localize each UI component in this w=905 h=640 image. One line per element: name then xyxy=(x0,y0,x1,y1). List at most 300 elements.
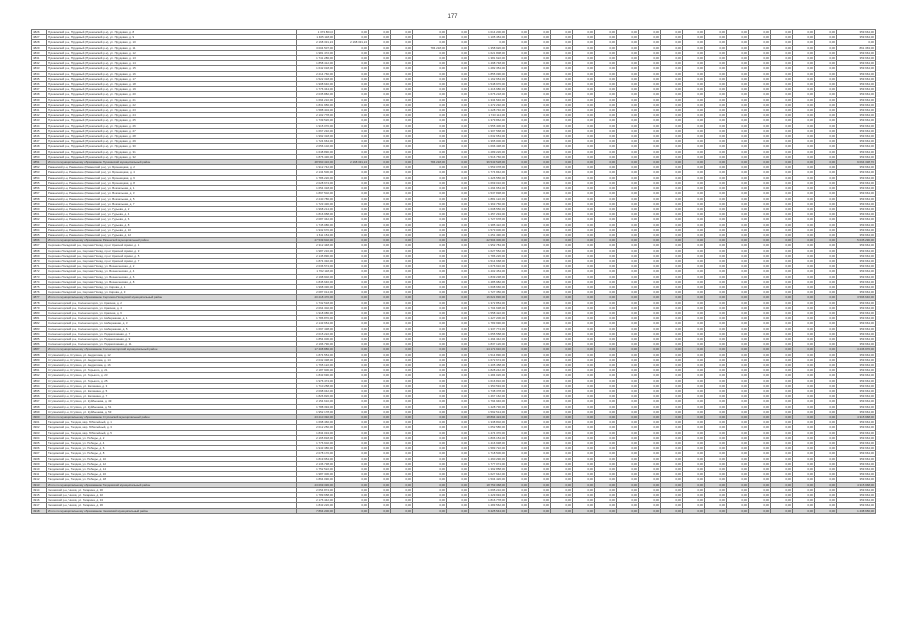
table-cell: 0,00 xyxy=(749,108,771,113)
table-cell: 0,00 xyxy=(507,71,529,76)
table-cell: 0,00 xyxy=(529,102,551,107)
table-cell: 0,00 xyxy=(595,35,617,40)
table-cell: 0,00 xyxy=(661,274,683,279)
table-cell: 0,00 xyxy=(705,378,727,383)
table-cell: 0,00 xyxy=(683,232,705,237)
table-cell: 0,00 xyxy=(335,66,369,71)
table-cell: 0,00 xyxy=(749,404,771,409)
table-cell: 0,00 xyxy=(573,487,595,492)
table-cell: 0,00 xyxy=(507,191,529,196)
table-cell: 0,00 xyxy=(413,477,447,482)
table-cell: 0,00 xyxy=(727,45,749,50)
table-cell: 0,00 xyxy=(683,336,705,341)
table-cell: 0,00 xyxy=(639,212,661,217)
table-cell: 0,00 xyxy=(551,446,573,451)
table-cell: 0,00 xyxy=(413,326,447,331)
table-cell: 0,00 xyxy=(595,300,617,305)
table-cell: 0,00 xyxy=(683,71,705,76)
table-cell: 0,00 xyxy=(793,201,815,206)
table-cell: 0,00 xyxy=(573,409,595,414)
table-cell: 0,00 xyxy=(793,186,815,191)
table-cell: 0,00 xyxy=(573,451,595,456)
table-cell: 0,00 xyxy=(727,399,749,404)
table-cell: 0,00 xyxy=(771,331,793,336)
table-cell: 0,00 xyxy=(661,264,683,269)
table-cell: 0,00 xyxy=(727,170,749,175)
table-cell: 0,00 xyxy=(749,212,771,217)
table-cell: 0,00 xyxy=(749,508,771,513)
table-cell: 0,00 xyxy=(529,274,551,279)
table-cell: 0,00 xyxy=(727,139,749,144)
table-cell: 0,00 xyxy=(661,123,683,128)
table-cell: 0,00 xyxy=(507,30,529,35)
table-cell: 0,00 xyxy=(749,420,771,425)
table-cell: 0,00 xyxy=(595,243,617,248)
table-cell: 0,00 xyxy=(413,472,447,477)
table-cell: 0,00 xyxy=(661,196,683,201)
table-cell: 0,00 xyxy=(661,415,683,420)
table-cell: 0,00 xyxy=(815,253,837,258)
table-cell: 0,00 xyxy=(793,160,815,165)
table-cell: 0,00 xyxy=(447,248,469,253)
table-cell: 0,00 xyxy=(595,186,617,191)
table-cell: 0,00 xyxy=(617,310,639,315)
table-cell: 0,00 xyxy=(771,290,793,295)
table-cell: 0,00 xyxy=(639,50,661,55)
table-cell: 1 358 926,00 xyxy=(469,45,507,50)
table-cell: 2 187 906,00 xyxy=(297,368,335,373)
table-cell: 0,00 xyxy=(639,342,661,347)
table-cell: 0,00 xyxy=(413,420,447,425)
table-cell: 0,00 xyxy=(771,498,793,503)
table-cell: Ступинский р-н, Ступино, ул. Андропова, д. 14 xyxy=(47,357,297,362)
table-cell: 0,00 xyxy=(815,258,837,263)
table-cell: 0,00 xyxy=(705,108,727,113)
table-cell: 0,00 xyxy=(639,336,661,341)
table-cell: 0,00 xyxy=(617,35,639,40)
table-cell: 0,00 xyxy=(705,425,727,430)
table-cell: 0,00 xyxy=(749,97,771,102)
table-cell: 0,00 xyxy=(335,472,369,477)
table-cell: 4845 xyxy=(32,128,47,133)
table-cell: 0,00 xyxy=(683,40,705,45)
table-cell: 0,00 xyxy=(661,456,683,461)
table-cell: 0,00 xyxy=(661,430,683,435)
table-cell: 0,00 xyxy=(793,420,815,425)
table-cell: 0,00 xyxy=(369,92,391,97)
table-cell: 4853 xyxy=(32,170,47,175)
table-cell: 0,00 xyxy=(705,97,727,102)
table-cell: 0,00 xyxy=(617,482,639,487)
table-cell: 0,00 xyxy=(529,134,551,139)
table-cell: 0,00 xyxy=(617,305,639,310)
table-cell: 0,00 xyxy=(529,482,551,487)
table-cell: 2 168 331,24 xyxy=(297,40,335,45)
table-cell: 0,00 xyxy=(507,102,529,107)
table-cell: 0,00 xyxy=(793,430,815,435)
table-cell: 0,00 xyxy=(749,118,771,123)
table-cell: 0,00 xyxy=(551,461,573,466)
table-cell: 1 881 122,00 xyxy=(469,196,507,201)
table-cell: 0,00 xyxy=(369,40,391,45)
table-cell: 1 694 210,00 xyxy=(297,97,335,102)
table-cell: 0,00 xyxy=(793,394,815,399)
table-cell: 0,00 xyxy=(391,269,413,274)
table-cell: 0,00 xyxy=(617,378,639,383)
table-cell: 0,00 xyxy=(391,368,413,373)
table-cell: 0,00 xyxy=(595,175,617,180)
table-cell: 0,00 xyxy=(815,415,837,420)
table-cell: 0,00 xyxy=(551,347,573,352)
table-cell: 0,00 xyxy=(771,212,793,217)
table-cell: 0,00 xyxy=(639,310,661,315)
table-cell: 0,00 xyxy=(335,45,369,50)
table-cell: 0,00 xyxy=(683,389,705,394)
table-cell: 0,00 xyxy=(573,238,595,243)
table-cell: 0,00 xyxy=(815,378,837,383)
table-cell: 1 555 406,00 xyxy=(469,123,507,128)
table-cell: 0,00 xyxy=(617,503,639,508)
table-cell: 0,00 xyxy=(413,206,447,211)
table-cell: 0,00 xyxy=(727,175,749,180)
table-cell: 359 664,00 xyxy=(837,217,876,222)
table-cell: 359 664,00 xyxy=(837,258,876,263)
table-cell: 0,00 xyxy=(815,487,837,492)
table-cell: 0,00 xyxy=(595,430,617,435)
table-cell: 0,00 xyxy=(507,232,529,237)
table-cell: 0,00 xyxy=(639,467,661,472)
table-cell: 1 855 096,00 xyxy=(469,71,507,76)
table-cell: 1 392 858,00 xyxy=(469,467,507,472)
table-cell: 0,00 xyxy=(447,186,469,191)
table-cell: 0,00 xyxy=(705,35,727,40)
table-cell: 0,00 xyxy=(727,35,749,40)
table-cell: Чеховский р-н, Чехов, ул. Гагарина, д. 32 xyxy=(47,493,297,498)
table-cell: 0,00 xyxy=(369,118,391,123)
table-cell: 14 171 910,00 xyxy=(469,347,507,352)
table-cell: 0,00 xyxy=(793,357,815,362)
table-cell: 1 627 552,00 xyxy=(469,248,507,253)
table-cell: 0,00 xyxy=(573,310,595,315)
table-cell: 0,00 xyxy=(413,227,447,232)
table-cell: 0,00 xyxy=(815,352,837,357)
table-cell: Пушкинский р-н, Прудовый (Пушкинский р-н), ул. Прудовая, д. 12 xyxy=(47,50,297,55)
table-cell: 0,00 xyxy=(661,284,683,289)
table-cell: 0,00 xyxy=(447,399,469,404)
table-cell: 0,00 xyxy=(793,347,815,352)
table-cell: 0,00 xyxy=(771,508,793,513)
table-cell: 359 664,00 xyxy=(837,175,876,180)
table-cell: 0,00 xyxy=(771,248,793,253)
table-cell: 0,00 xyxy=(771,363,793,368)
table-cell: 0,00 xyxy=(573,363,595,368)
table-cell: 0,00 xyxy=(683,108,705,113)
table-cell: 0,00 xyxy=(683,373,705,378)
table-cell: 0,00 xyxy=(551,425,573,430)
table-cell: 0,00 xyxy=(727,331,749,336)
table-cell: 0,00 xyxy=(595,347,617,352)
table-cell: 359 664,00 xyxy=(837,128,876,133)
table-cell: 0,00 xyxy=(793,435,815,440)
table-cell: 2 240 786,00 xyxy=(297,196,335,201)
table-cell: 0,00 xyxy=(617,487,639,492)
table-cell: 0,00 xyxy=(683,56,705,61)
table-cell: 0,00 xyxy=(705,113,727,118)
table-cell: 0,00 xyxy=(507,217,529,222)
table-cell: 0,00 xyxy=(749,128,771,133)
table-cell: 0,00 xyxy=(793,378,815,383)
table-cell: 0,00 xyxy=(573,508,595,513)
table-cell: 0,00 xyxy=(793,305,815,310)
table-cell: 0,00 xyxy=(413,232,447,237)
table-cell: 0,00 xyxy=(369,45,391,50)
table-cell: 1 608 666,00 xyxy=(469,284,507,289)
table-cell: 0,00 xyxy=(661,435,683,440)
table-cell: 0,00 xyxy=(551,45,573,50)
table-cell: Сергиево-Посадский р-н, Сергиев Посад, ул. Кирова, д. 3 xyxy=(47,290,297,295)
table-cell: 0,00 xyxy=(793,295,815,300)
table-cell: 0,00 xyxy=(413,30,447,35)
table-cell: 0,00 xyxy=(639,316,661,321)
table-cell: 0,00 xyxy=(661,108,683,113)
table-cell: 0,00 xyxy=(639,253,661,258)
table-cell: 1 932 670,00 xyxy=(297,227,335,232)
table-cell: 0,00 xyxy=(391,144,413,149)
table-cell: 0,00 xyxy=(661,144,683,149)
table-cell: 0,00 xyxy=(705,316,727,321)
table-cell: 359 664,00 xyxy=(837,284,876,289)
table-cell: 0,00 xyxy=(447,446,469,451)
table-cell: 0,00 xyxy=(727,191,749,196)
table-cell: 0,00 xyxy=(573,128,595,133)
table-cell: 0,00 xyxy=(507,446,529,451)
table-cell: 0,00 xyxy=(683,503,705,508)
table-cell: 0,00 xyxy=(683,35,705,40)
table-cell: 0,00 xyxy=(595,253,617,258)
table-cell: 0,00 xyxy=(727,102,749,107)
table-cell: 2 143 654,00 xyxy=(297,321,335,326)
table-cell: 0,00 xyxy=(661,139,683,144)
table-cell: 9 064 338,76 xyxy=(837,160,876,165)
table-cell: 0,00 xyxy=(529,305,551,310)
table-cell: 0,00 xyxy=(661,472,683,477)
table-cell: 0,00 xyxy=(639,45,661,50)
table-cell: 0,00 xyxy=(447,383,469,388)
table-cell: Сергиево-Посадский р-н, Сергиев Посад, ул. Вознесенская, д. 2 xyxy=(47,264,297,269)
table-cell: 0,00 xyxy=(749,456,771,461)
table-cell: Пушкинский р-н, Прудовый (Пушкинский р-н), ул. Прудовая, д. 15 xyxy=(47,66,297,71)
table-cell: 0,00 xyxy=(447,180,469,185)
table-cell: 0,00 xyxy=(507,368,529,373)
table-cell: Талдомский р-н, Талдом, мкр. Юбилейный, д. 5 xyxy=(47,430,297,435)
table-cell: 27 539 602,00 xyxy=(297,238,335,243)
table-cell: 0,00 xyxy=(507,212,529,217)
table-cell: 0,00 xyxy=(391,113,413,118)
table-cell: 0,00 xyxy=(727,451,749,456)
table-cell: 1 976 474,00 xyxy=(297,378,335,383)
table-cell: 0,00 xyxy=(413,352,447,357)
table-cell: 1 788 394,00 xyxy=(297,404,335,409)
table-cell: 0,00 xyxy=(391,165,413,170)
table-cell: 0,00 xyxy=(335,482,369,487)
table-cell: 0,00 xyxy=(369,253,391,258)
table-cell: 0,00 xyxy=(335,134,369,139)
table-cell: 0,00 xyxy=(369,461,391,466)
table-cell: 0,00 xyxy=(705,295,727,300)
table-cell: 0,00 xyxy=(639,113,661,118)
table-cell: 0,00 xyxy=(391,201,413,206)
table-cell: 0,00 xyxy=(529,56,551,61)
table-cell: 0,00 xyxy=(391,217,413,222)
table-cell: 0,00 xyxy=(683,477,705,482)
table-cell: 0,00 xyxy=(705,363,727,368)
table-cell: Талдомский р-н, Талдом, ул. Победы, д. 14 xyxy=(47,467,297,472)
table-cell: 0,00 xyxy=(391,456,413,461)
table-cell: 0,00 xyxy=(391,451,413,456)
table-cell: 0,00 xyxy=(815,399,837,404)
table-cell: 0,00 xyxy=(551,144,573,149)
table-cell: 0,00 xyxy=(815,493,837,498)
table-cell: 0,00 xyxy=(369,139,391,144)
table-cell: 0,00 xyxy=(447,389,469,394)
table-cell: 0,00 xyxy=(815,300,837,305)
table-cell: 359 664,00 xyxy=(837,227,876,232)
table-cell: 0,00 xyxy=(617,430,639,435)
table-cell: 0,00 xyxy=(595,196,617,201)
table-cell: 0,00 xyxy=(639,40,661,45)
table-cell: 0,00 xyxy=(705,472,727,477)
table-cell: 0,00 xyxy=(815,66,837,71)
table-cell: 0,00 xyxy=(771,165,793,170)
table-cell: 0,00 xyxy=(705,409,727,414)
table-cell: 0,00 xyxy=(413,425,447,430)
table-cell: 0,00 xyxy=(683,258,705,263)
table-cell: 0,00 xyxy=(749,201,771,206)
table-cell: 0,00 xyxy=(705,196,727,201)
table-cell: 0,00 xyxy=(705,123,727,128)
table-cell: 0,00 xyxy=(413,274,447,279)
table-cell: 0,00 xyxy=(595,144,617,149)
table-cell: 4828 xyxy=(32,40,47,45)
table-cell: 0,00 xyxy=(749,186,771,191)
table-cell: 1 741 286,00 xyxy=(297,56,335,61)
table-cell: 0,00 xyxy=(573,134,595,139)
table-cell: 359 664,00 xyxy=(837,123,876,128)
table-cell: 0,00 xyxy=(507,409,529,414)
table-cell: 0,00 xyxy=(815,191,837,196)
table-cell: 0,00 xyxy=(815,139,837,144)
table-cell: 0,00 xyxy=(391,97,413,102)
table-cell: 0,00 xyxy=(335,451,369,456)
table-cell: 0,00 xyxy=(661,50,683,55)
table-cell: 0,00 xyxy=(335,123,369,128)
table-cell: 0,00 xyxy=(447,50,469,55)
table-cell: 0,00 xyxy=(793,45,815,50)
table-cell: 0,00 xyxy=(551,87,573,92)
table-cell: 0,00 xyxy=(683,284,705,289)
table-cell: Солнечногорский р-н, Солнечногорск, ул. Набережная, д. 1 xyxy=(47,316,297,321)
table-cell: 0,00 xyxy=(749,342,771,347)
table-cell: 0,00 xyxy=(391,279,413,284)
table-cell: 359 664,00 xyxy=(837,201,876,206)
table-cell: 0,00 xyxy=(749,316,771,321)
table-cell: 0,00 xyxy=(573,222,595,227)
table-cell: 0,00 xyxy=(595,409,617,414)
table-cell: 0,00 xyxy=(413,175,447,180)
table-cell: 4830 xyxy=(32,50,47,55)
table-cell: Пушкинский р-н, Прудовый (Пушкинский р-н), ул. Прудовая, д. 27 xyxy=(47,128,297,133)
table-cell: 0,00 xyxy=(705,45,727,50)
table-cell: 0,00 xyxy=(413,248,447,253)
table-cell: 0,00 xyxy=(595,383,617,388)
table-cell: 0,00 xyxy=(551,290,573,295)
table-cell: 0,00 xyxy=(413,508,447,513)
table-cell: 0,00 xyxy=(595,102,617,107)
table-cell: 0,00 xyxy=(749,435,771,440)
table-cell: 0,00 xyxy=(573,378,595,383)
table-cell: 0,00 xyxy=(793,212,815,217)
table-cell: 0,00 xyxy=(793,331,815,336)
table-cell: 0,00 xyxy=(529,368,551,373)
table-cell: 1 438 656,00 xyxy=(837,508,876,513)
table-cell: 0,00 xyxy=(369,128,391,133)
table-cell: 1 338 802,00 xyxy=(469,420,507,425)
table-cell: 0,00 xyxy=(771,487,793,492)
table-cell: 0,00 xyxy=(551,40,573,45)
table-cell: 0,00 xyxy=(617,238,639,243)
table-cell: 0,00 xyxy=(683,300,705,305)
table-cell: 0,00 xyxy=(551,441,573,446)
table-cell: 0,00 xyxy=(749,165,771,170)
table-cell: 0,00 xyxy=(683,180,705,185)
table-cell: 359 664,00 xyxy=(837,336,876,341)
table-cell: 0,00 xyxy=(335,102,369,107)
table-cell: 0,00 xyxy=(683,461,705,466)
table-cell: 0,00 xyxy=(573,232,595,237)
table-cell: 0,00 xyxy=(507,269,529,274)
table-cell: Сергиево-Посадский р-н, Сергиев Посад, пр-кт Красной Армии, д. 3 xyxy=(47,248,297,253)
table-cell: 0,00 xyxy=(391,40,413,45)
table-cell: 0,00 xyxy=(617,82,639,87)
table-cell: 0,00 xyxy=(335,493,369,498)
table-cell: 4902 xyxy=(32,425,47,430)
table-cell: 0,00 xyxy=(705,336,727,341)
table-cell: 0,00 xyxy=(639,493,661,498)
table-cell: 0,00 xyxy=(529,326,551,331)
table-cell: 0,00 xyxy=(771,284,793,289)
table-cell: 1 014 200,00 xyxy=(469,30,507,35)
table-cell: 0,00 xyxy=(369,487,391,492)
table-cell: 0,00 xyxy=(447,149,469,154)
table-cell: 0,00 xyxy=(661,342,683,347)
table-cell: 0,00 xyxy=(771,92,793,97)
table-cell: 0,00 xyxy=(529,160,551,165)
table-cell: 0,00 xyxy=(413,394,447,399)
table-cell: 0,00 xyxy=(815,290,837,295)
table-cell: 0,00 xyxy=(391,45,413,50)
table-cell: 0,00 xyxy=(529,35,551,40)
table-cell: 0,00 xyxy=(727,378,749,383)
table-cell: 1 858 412,00 xyxy=(297,61,335,66)
table-cell: 1 765 122,00 xyxy=(297,363,335,368)
table-cell: 0,00 xyxy=(815,170,837,175)
table-cell: 0,00 xyxy=(793,503,815,508)
table-cell: 0,00 xyxy=(639,71,661,76)
table-cell: 0,00 xyxy=(815,238,837,243)
table-cell: 0,00 xyxy=(413,430,447,435)
table-cell: 0,00 xyxy=(639,498,661,503)
table-cell: 0,00 xyxy=(727,243,749,248)
